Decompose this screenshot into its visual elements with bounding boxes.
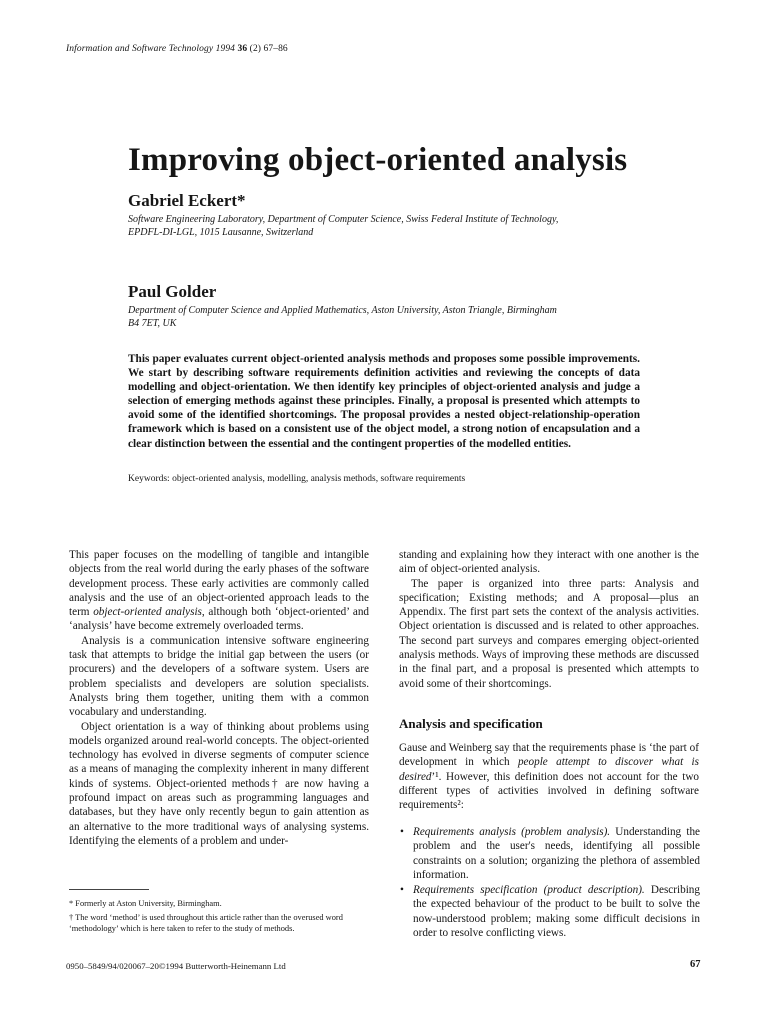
copyright-line: 0950–5849/94/020067–20©1994 Butterworth-Heinemann Ltd bbox=[66, 961, 286, 971]
list-item bbox=[399, 825, 700, 882]
left-column bbox=[69, 548, 369, 848]
right-column-section bbox=[399, 741, 699, 812]
affiliation-line: Department of Computer Science and Applied Mathematics, Aston University, Aston Triangle, Birmingham bbox=[128, 305, 557, 316]
abstract: This paper evaluates current object-oriented analysis methods and proposes some possible improvements. We start by describing software requirements definition activities and reviewing the concepts of data modelling and object-orientation. We then identify key principles of object-oriented analysis and judge a selection of emerging methods against these principles. Finally, a proposal is presented which attempts to avoid some of the identified shortcomings. The proposal provides a nested object-relationship-operation framework which is based on a consistent use of the object model, a strong notion of encapsulation and a clear distinction between the essential and the contingent properties of the modelled entities. bbox=[128, 353, 640, 450]
bullet-list bbox=[399, 825, 700, 941]
keywords: Keywords: object-oriented analysis, modelling, analysis methods, software requirements bbox=[128, 474, 466, 484]
list-item-text: Describing the expected behaviour of the product to be built to solve the now-understood problem; making some difficult decisions in order to resolve conflicting views. bbox=[413, 884, 700, 940]
list-item-text: Understanding the problem and the user's needs, identifying all possible constraints on a solution; organizing the plethora of assembled information. bbox=[413, 826, 701, 881]
paper-title: Improving object-oriented analysis bbox=[128, 142, 628, 178]
author-name-2: Paul Golder bbox=[128, 282, 217, 301]
list-item-term: Requirements specification (product description). bbox=[413, 884, 645, 897]
affiliation-line: B4 7ET, UK bbox=[128, 318, 177, 329]
journal-name: Information and Software Technology 1994 bbox=[66, 44, 238, 54]
affiliation-line: EPDFL-DI-LGL, 1015 Lausanne, Switzerland bbox=[128, 227, 314, 238]
body-paragraph: standing and explaining how they interact with one another is the aim of object-oriented analysis. bbox=[399, 549, 699, 576]
journal-volume: 36 bbox=[237, 44, 248, 54]
emphasis-text: people attempt to discover what is desired bbox=[399, 756, 700, 783]
list-item bbox=[399, 883, 700, 940]
journal-issue-pages: (2) 67–86 bbox=[247, 44, 288, 54]
footnote: * Formerly at Aston University, Birmingham. bbox=[69, 899, 222, 908]
author-affiliation-1 bbox=[128, 213, 640, 239]
author-affiliation-2 bbox=[128, 304, 640, 330]
section-heading: Analysis and specification bbox=[399, 716, 543, 731]
text-run: , although both ‘object-oriented’ and ‘analysis’ have become extremely overloaded terms. bbox=[69, 606, 370, 633]
text-run: Gause and Weinberg say that the requirements phase is ‘the part of development in which bbox=[399, 742, 699, 769]
bullet-icon: • bbox=[400, 884, 404, 897]
body-paragraph: Object orientation is a way of thinking about problems using models organized around real-world concepts. The object-oriented technology has evolved in diverse segments of computer science as a means of managing the complexity inherent in many different kinds of systems. Object-oriented methods† are now having a profound impact on areas such as programming languages and databases, but they have only recently begun to gain attention as an alternative to the more traditional ways of analysing systems. Identifying the elements of a problem and under- bbox=[69, 720, 369, 847]
footnote-divider bbox=[69, 889, 149, 890]
bullet-icon: • bbox=[400, 826, 404, 838]
affiliation-line: Software Engineering Laboratory, Department of Computer Science, Swiss Federal Institute of Technology, bbox=[128, 214, 559, 225]
footnote: † The word ‘method’ is used throughout this article rather than the overused word ‘methodology’ which is here taken to refer to the study of methods. bbox=[69, 913, 343, 933]
journal-citation bbox=[66, 44, 288, 54]
page-number: 67 bbox=[690, 959, 701, 970]
body-paragraph: Analysis is a communication intensive software engineering task that attempts to bridge the initial gap between the users (or procurers) and the developers of a software system. Users are problem specialists and developers are solution specialists. Analysts bring them together, uniting them with a common vocabulary and understanding. bbox=[69, 634, 369, 719]
text-run: ’¹. However, this definition does not account for the two different types of activities involved in defining software requirements²: bbox=[399, 770, 699, 812]
body-paragraph: The paper is organized into three parts: Analysis and specification; Existing methods; and A proposal—plus an Appendix. The first part sets the context of the analysis activities. Object orientation is discussed and is related to other approaches. The second part surveys and compares emerging object-oriented analysis methods. Ways of improving these methods are discussed in the final part, and a proposal is presented which attempts to avoid some of their shortcomings. bbox=[399, 577, 699, 690]
text-run: This paper focuses on the modelling of tangible and intangible objects from the real world during the early phases of the software development process. These early activities are commonly called analysis and the use of an object-oriented approach leads to the term bbox=[69, 549, 369, 619]
author-name-1: Gabriel Eckert* bbox=[128, 191, 246, 210]
body-paragraph bbox=[399, 741, 699, 812]
body-paragraph bbox=[69, 548, 369, 634]
list-item-term: Requirements analysis (problem analysis). bbox=[413, 826, 611, 838]
right-column bbox=[399, 548, 699, 691]
emphasis-text: object-oriented analysis bbox=[93, 606, 202, 619]
